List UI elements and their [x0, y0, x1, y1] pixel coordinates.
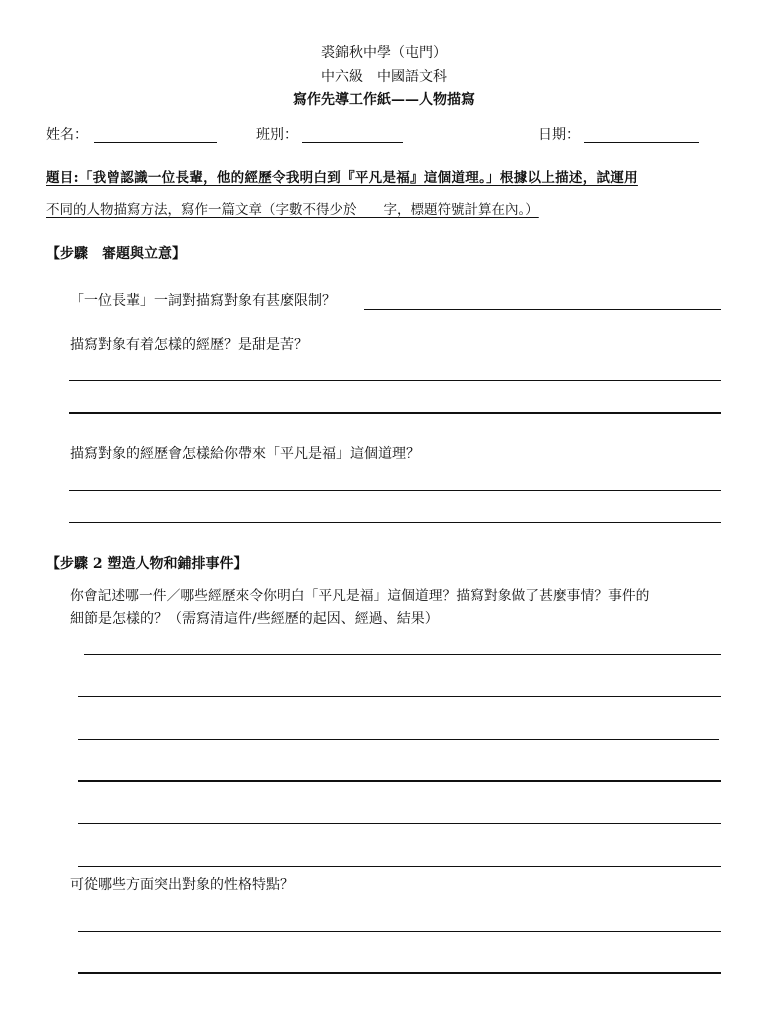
step1-answer-line-1[interactable] [364, 309, 721, 310]
worksheet-title: 寫作先導工作紙——人物描寫 [293, 92, 475, 108]
name-label: 姓名： [46, 127, 88, 143]
step1-question-2: 描寫對象有着怎樣的經歷？是甜是苦？ [70, 337, 308, 353]
step1-heading: 【步驟 審題與立意】 [46, 246, 186, 262]
step1-question-3: 描寫對象的經歷會怎樣給你帶來「平凡是福」這個道理？ [70, 446, 420, 462]
step2-question-2: 可從哪些方面突出對象的性格特點？ [70, 877, 294, 893]
step2-answer-line-1[interactable] [84, 654, 721, 655]
step2-heading: 【步驟 2 塑造人物和鋪排事件】 [46, 556, 248, 572]
step1-question-1: 「一位長輩」一詞對描寫對象有甚麼限制？ [70, 293, 336, 309]
topic-line-2: 不同的人物描寫方法，寫作一篇文章（字數不得少於 字，標題符號計算在內。） [46, 202, 539, 218]
step2-question-1-line-1: 你會記述哪一件／哪些經歷來令你明白「平凡是福」這個道理？描寫對象做了甚麼事情？事件的 [70, 588, 650, 604]
step2-answer-line-5[interactable] [78, 823, 721, 824]
topic-line-1: 題目:「我曾認識一位長輩，他的經歷令我明白到『平凡是福』這個道理。」根據以上描述，試運用 [46, 170, 638, 186]
step2-answer-line-6[interactable] [78, 866, 721, 867]
step2-answer-line-7[interactable] [78, 931, 721, 932]
name-field[interactable] [94, 142, 217, 143]
date-field[interactable] [584, 142, 699, 143]
step2-answer-line-4[interactable] [78, 780, 721, 782]
step1-answer-line-2b[interactable] [69, 412, 721, 414]
step2-answer-line-3[interactable] [78, 739, 719, 740]
step2-answer-line-8[interactable] [78, 972, 721, 974]
step1-answer-line-2a[interactable] [69, 380, 721, 381]
step2-question-1-line-2: 細節是怎樣的？（需寫清這件/些經歷的起因、經過、結果） [70, 611, 439, 627]
school-name: 裘錦秋中學（屯門） [321, 45, 447, 61]
class-label: 班別： [256, 127, 298, 143]
date-label: 日期： [538, 127, 580, 143]
step1-answer-line-3b[interactable] [69, 522, 721, 523]
step2-answer-line-2[interactable] [78, 696, 721, 697]
grade-subject: 中六級 中國語文科 [321, 69, 447, 85]
class-field[interactable] [302, 142, 403, 143]
step1-answer-line-3a[interactable] [69, 490, 721, 491]
